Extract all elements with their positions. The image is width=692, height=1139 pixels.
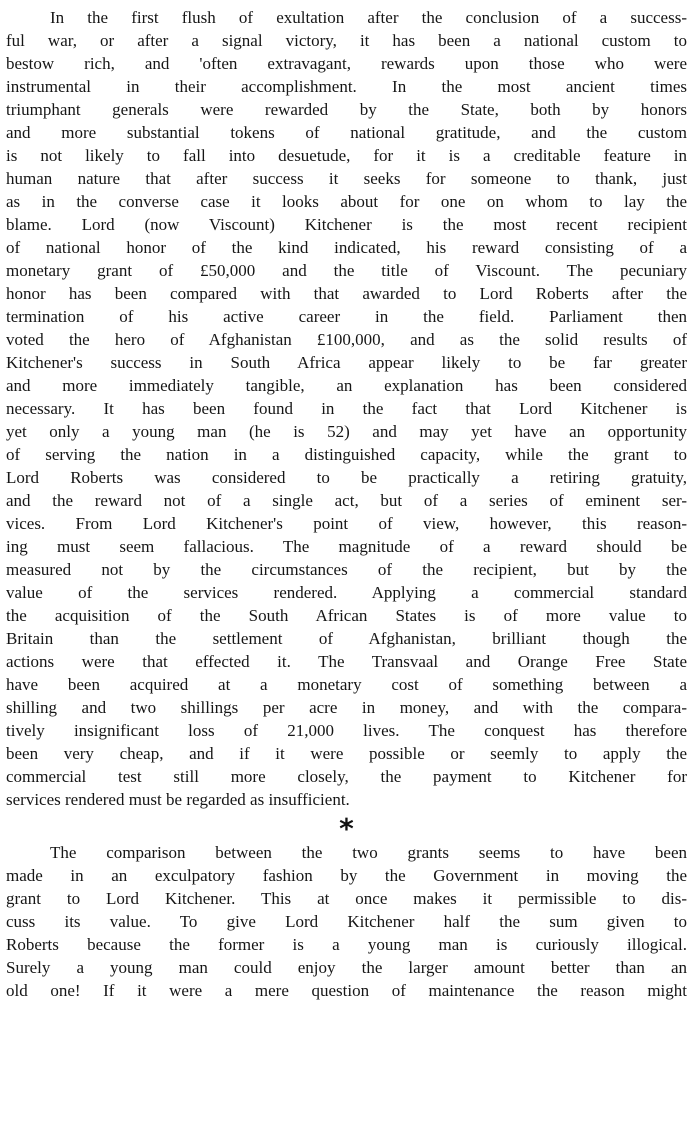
text-line: voted the hero of Afghanistan £100,000, and as the solid results of [6, 330, 687, 349]
text-line: tively insignificant loss of 21,000 lives. The conquest has therefore [6, 721, 687, 740]
text-line: Lord Roberts was considered to be practically a retiring gratuity, [6, 468, 687, 487]
text-line: services rendered must be regarded as insufficient. [6, 790, 350, 809]
section-separator: * [339, 812, 354, 845]
text-line: necessary. It has been found in the fact that Lord Kitchener is [6, 399, 687, 418]
text-line: Britain than the settlement of Afghanistan, brilliant though the [6, 629, 687, 648]
text-line: In the first flush of exultation after the conclusion of a success- [50, 8, 687, 27]
text-line: the acquisition of the South African States is of more value to [6, 606, 687, 625]
text-line: vices. From Lord Kitchener's point of view, however, this reason- [6, 514, 687, 533]
text-line: and the reward not of a single act, but of a series of eminent ser- [6, 491, 687, 510]
text-line: commercial test still more closely, the payment to Kitchener for [6, 767, 687, 786]
text-line: shilling and two shillings per acre in money, and with the compara- [6, 698, 687, 717]
text-line: yet only a young man (he is 52) and may yet have an opportunity [6, 422, 687, 441]
text-line: old one! If it were a mere question of maintenance the reason might [6, 981, 687, 1000]
text-line: ful war, or after a signal victory, it has been a national custom to [6, 31, 687, 50]
text-line: have been acquired at a monetary cost of something between a [6, 675, 687, 694]
text-line: blame. Lord (now Viscount) Kitchener is the most recent recipient [6, 215, 687, 234]
text-line: been very cheap, and if it were possible or seemly to apply the [6, 744, 687, 763]
text-line: honor has been compared with that awarded to Lord Roberts after the [6, 284, 687, 303]
text-line: and more immediately tangible, an explanation has been considered [6, 376, 687, 395]
text-line: Roberts because the former is a young man is curiously illogical. [6, 935, 687, 954]
paragraph-1 [6, 6, 687, 811]
text-line: monetary grant of £50,000 and the title of Viscount. The pecuniary [6, 261, 687, 280]
text-line: The comparison between the two grants seems to have been [50, 843, 687, 862]
text-line: actions were that effected it. The Transvaal and Orange Free State [6, 652, 687, 671]
text-line: cuss its value. To give Lord Kitchener half the sum given to [6, 912, 687, 931]
text-line: value of the services rendered. Applying a commercial standard [6, 583, 687, 602]
text-line: termination of his active career in the field. Parliament then [6, 307, 687, 326]
text-line: bestow rich, and 'often extravagant, rewards upon those who were [6, 54, 687, 73]
text-line: of serving the nation in a distinguished capacity, while the grant to [6, 445, 687, 464]
text-line: is not likely to fall into desuetude, for it is a creditable feature in [6, 146, 687, 165]
text-line: as in the converse case it looks about for one on whom to lay the [6, 192, 687, 211]
text-line: instrumental in their accomplishment. In the most ancient times [6, 77, 687, 96]
text-line: human nature that after success it seeks for someone to thank, just [6, 169, 687, 188]
text-line: Kitchener's success in South Africa appear likely to be far greater [6, 353, 687, 372]
text-line: made in an exculpatory fashion by the Government in moving the [6, 866, 687, 885]
text-line: triumphant generals were rewarded by the State, both by honors [6, 100, 687, 119]
text-line: and more substantial tokens of national gratitude, and the custom [6, 123, 687, 142]
text-line: ing must seem fallacious. The magnitude of a reward should be [6, 537, 687, 556]
text-line: of national honor of the kind indicated, his reward consisting of a [6, 238, 687, 257]
text-line: Surely a young man could enjoy the larger amount better than an [6, 958, 687, 977]
paragraph-2 [6, 841, 687, 1002]
text-line: measured not by the circumstances of the recipient, but by the [6, 560, 687, 579]
text-line: grant to Lord Kitchener. This at once makes it permissible to dis- [6, 889, 687, 908]
